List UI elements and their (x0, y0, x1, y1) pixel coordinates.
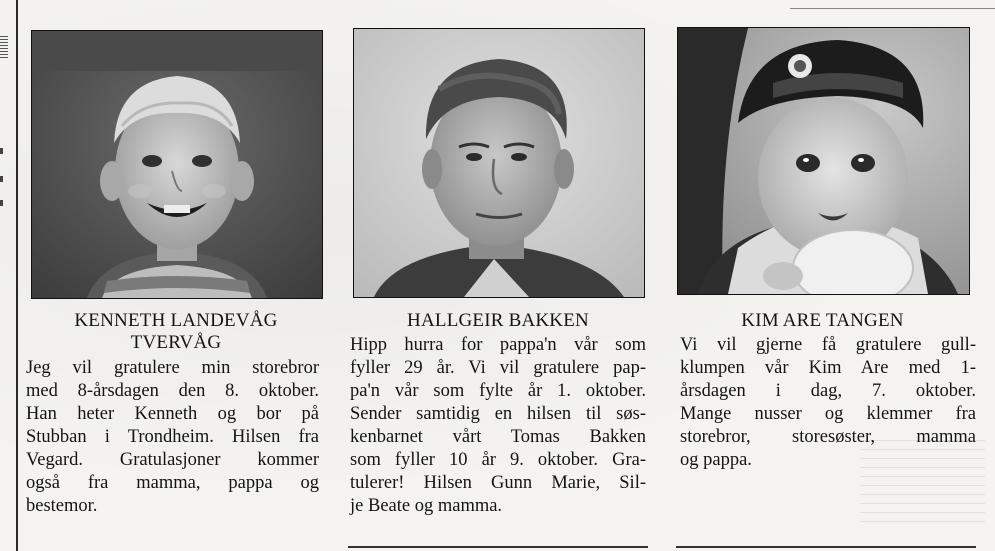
greeting-text-hallgeir (350, 334, 646, 518)
text-line: også fra mamma, pappa og (26, 473, 319, 493)
text-line: Vi vil gjerne få gratulere gull- (680, 335, 976, 355)
heading-line: KIM ARE TANGEN (741, 310, 904, 331)
heading-kim-are (677, 310, 968, 332)
heading-line: TVERVÅG (130, 332, 222, 353)
photo-hallgeir (353, 28, 645, 298)
text-line: fyller 29 år. Vi vil gratulere pap- (350, 358, 646, 378)
text-line: klumpen vår Kim Are med 1- (680, 358, 976, 378)
text-line: med 8-årsdagen den 8. oktober. (26, 381, 319, 401)
column-rule (16, 0, 18, 551)
text-line: Stubban i Trondheim. Hilsen fra (26, 427, 319, 447)
text-line: Han heter Kenneth og bor på (26, 404, 319, 424)
heading-line: KENNETH LANDEVÅG (74, 310, 278, 331)
photo-kim-are (677, 27, 970, 295)
photo-kenneth (31, 30, 323, 299)
text-line: pa'n vår som fylte år 1. oktober. (350, 381, 646, 401)
text-line: Hipp hurra for pappa'n vår som (350, 335, 646, 355)
text-line: storebror, storesøster, mamma (680, 427, 976, 447)
text-line: tulerer! Hilsen Gunn Marie, Sil- (350, 473, 646, 493)
greeting-text-kenneth (26, 357, 319, 518)
text-line: kenbarnet vårt Tomas Bakken (350, 427, 646, 447)
edge-tick (0, 176, 3, 182)
man-portrait-icon (354, 29, 644, 297)
heading-kenneth (31, 310, 321, 354)
bottom-rule (676, 546, 976, 548)
heading-hallgeir (353, 310, 643, 332)
text-line: Mange nusser og klemmer fra (680, 404, 976, 424)
print-bleed (860, 440, 985, 530)
text-line: Jeg vil gratulere min storebror (26, 358, 319, 378)
baby-portrait-icon (678, 28, 969, 294)
bottom-rule (348, 546, 648, 548)
text-line: som fyller 10 år 9. oktober. Gra- (350, 450, 646, 470)
edge-tick (0, 200, 3, 206)
text-line: årsdagen i dag, 7. oktober. (680, 381, 976, 401)
heading-line: HALLGEIR BAKKEN (407, 310, 589, 331)
top-rule (790, 8, 995, 9)
boy-portrait-icon (32, 31, 322, 298)
text-line: Vegard. Gratulasjoner kommer (26, 450, 319, 470)
text-line: Sender samtidig en hilsen til søs- (350, 404, 646, 424)
text-line: bestemor. (26, 496, 98, 516)
edge-tick (0, 148, 3, 154)
text-line: je Beate og mamma. (350, 496, 503, 516)
edge-mark (0, 36, 8, 58)
text-line: og pappa. (680, 450, 752, 470)
